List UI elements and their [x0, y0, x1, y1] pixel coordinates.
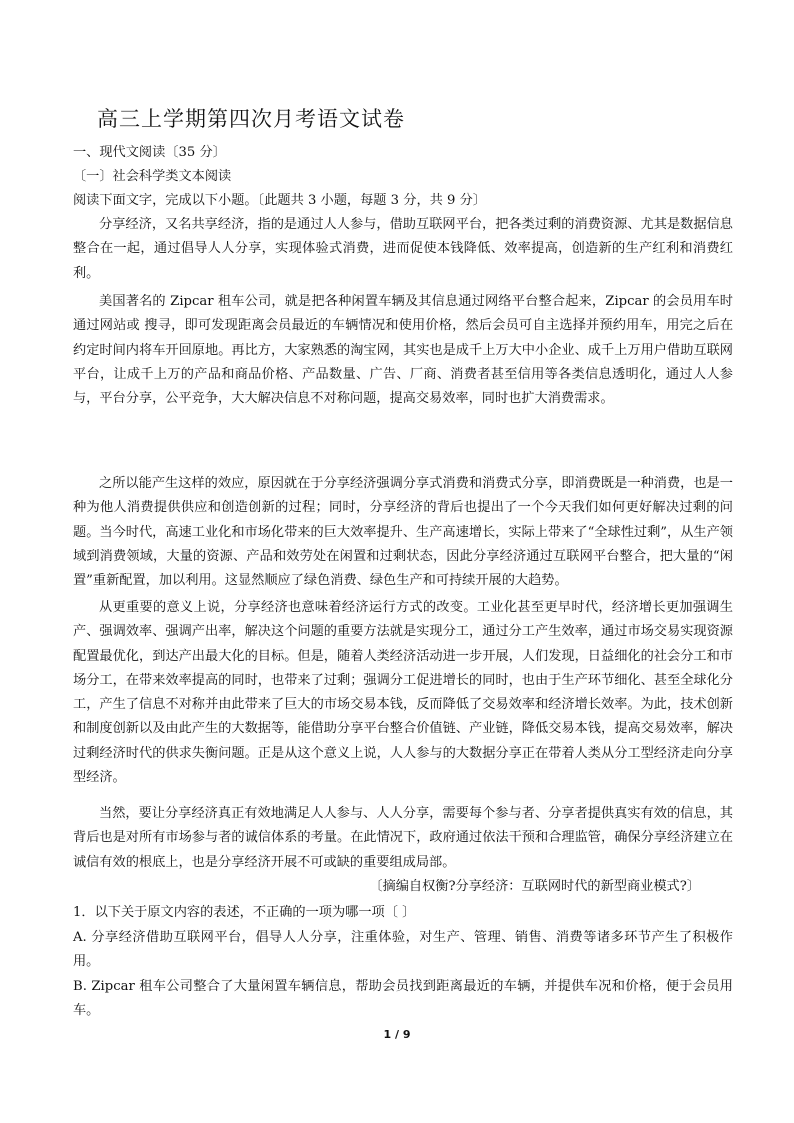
passage-paragraph-1: 分享经济，又名共享经济，指的是通过人人参与，借助互联网平台，把各类过剩的消费资源、尤其是数据信息整合在一起，通过倡导人人分享，实现体验式消费，进而促使本钱降低、效率提高，创造新的生产红利和消费红利。 — [73, 217, 733, 281]
passage-paragraph-2: 美国著名的 Zipcar 租车公司，就是把各种闲置车辆及其信息通过网络平台整合起来，Zipcar 的会员用车时通过网站或 搜寻，即可发现距离会员最近的车辆情况和使用价格，然后会员可自主选择并预约用车，用完之后在约定时间内将车开回原地。再比方，大家熟悉的淘宝网，其实也是成千上万大中小企业、成千上万用户借助互联网平台，让成千上万的产品和商品价格、产品数量、广告、厂商、消费者甚至信用等各类信息透明化，通过人人参与，平台分享，公平竞争，大大解决信息不对称问题，提高交易效率，同时也扩大消费需求。 — [73, 294, 733, 407]
option-b: B. Zipcar 租车公司整合了大量闲置车辆信息，帮助会员找到距离最近的车辆，并提供车况和价格，便于会员用车。 — [73, 979, 733, 1019]
passage-paragraph-5: 当然，要让分享经济真正有效地满足人人参与、人人分享，需要每个参与者、分享者提供真实有效的信息，其背后也是对所有市场参与者的诚信体系的考量。在此情况下，政府通过依法干预和合理监管，确保分享经济建立在诚信有效的根底上，也是分享经济开展不可或缺的重要组成局部。 — [73, 806, 733, 870]
passage-paragraph-4: 从更重要的意义上说，分享经济也意味着经济运行方式的改变。工业化甚至更早时代，经济增长更加强调生产、强调效率、强调产出率，解决这个问题的重要方法就是实现分工，通过分工产生效率，通过市场交易实现资源配置最优化，到达产出最大化的目标。但是，随着人类经济活动进一步开展，人们发现，日益细化的社会分工和市场分工，在带来效率提高的同时，也带来了过剩；强调分工促进增长的同时，也由于生产环节细化、甚至全球化分工，产生了信息不对称并由此带来了巨大的市场交易本钱，反而降低了交易效率和经济增长效率。为此，技术创新和制度创新以及由此产生的大数据等，能借助分享平台整合价值链、产业链，降低交易本钱，提高交易效率，解决过剩经济时代的供求失衡问题。正是从这个意义上说，人人参与的大数据分享正在带着人类从分工型经济走向分享型经济。 — [73, 600, 733, 786]
option-a: A. 分享经济借助互联网平台，倡导人人分享，注重体验，对生产、管理、销售、消费等诸多环节产生了积极作用。 — [73, 930, 733, 970]
reading-instruction: 阅读下面文字，完成以下小题。〔此题共 3 小题，每题 3 分，共 9 分〕 — [73, 193, 486, 208]
source-citation: 〔摘编自权衡?分享经济：互联网时代的新型商业模式?〕 — [369, 879, 700, 894]
exam-title: 高三上学期第四次月考语文试卷 — [97, 107, 405, 131]
page-number: 1 / 9 — [383, 1028, 411, 1041]
passage-paragraph-3: 之所以能产生这样的效应，原因就在于分享经济强调分享式消费和消费式分享，即消费既是一种消费，也是一种为他人消费提供供应和创造创新的过程；同时，分享经济的背后也提出了一个今天我们如何更好解决过剩的问题。当今时代，高速工业化和市场化带来的巨大效率提升、生产高速增长，实际上带来了“全球性过剩”，从生产领域到消费领域，大量的资源、产品和效劳处在闲置和过剩状态，因此分享经济通过互联网平台整合，把大量的“闲置”重新配置，加以利用。这显然顺应了绿色消费、绿色生产和可持续开展的大趋势。 — [73, 476, 733, 589]
subsection-heading: 〔一〕社会科学类文本阅读 — [73, 169, 232, 184]
section-heading: 一、现代文阅读〔35 分〕 — [73, 145, 226, 160]
question-1: 1．以下关于原文内容的表述，不正确的一项为哪一项〔 〕 — [73, 905, 416, 920]
